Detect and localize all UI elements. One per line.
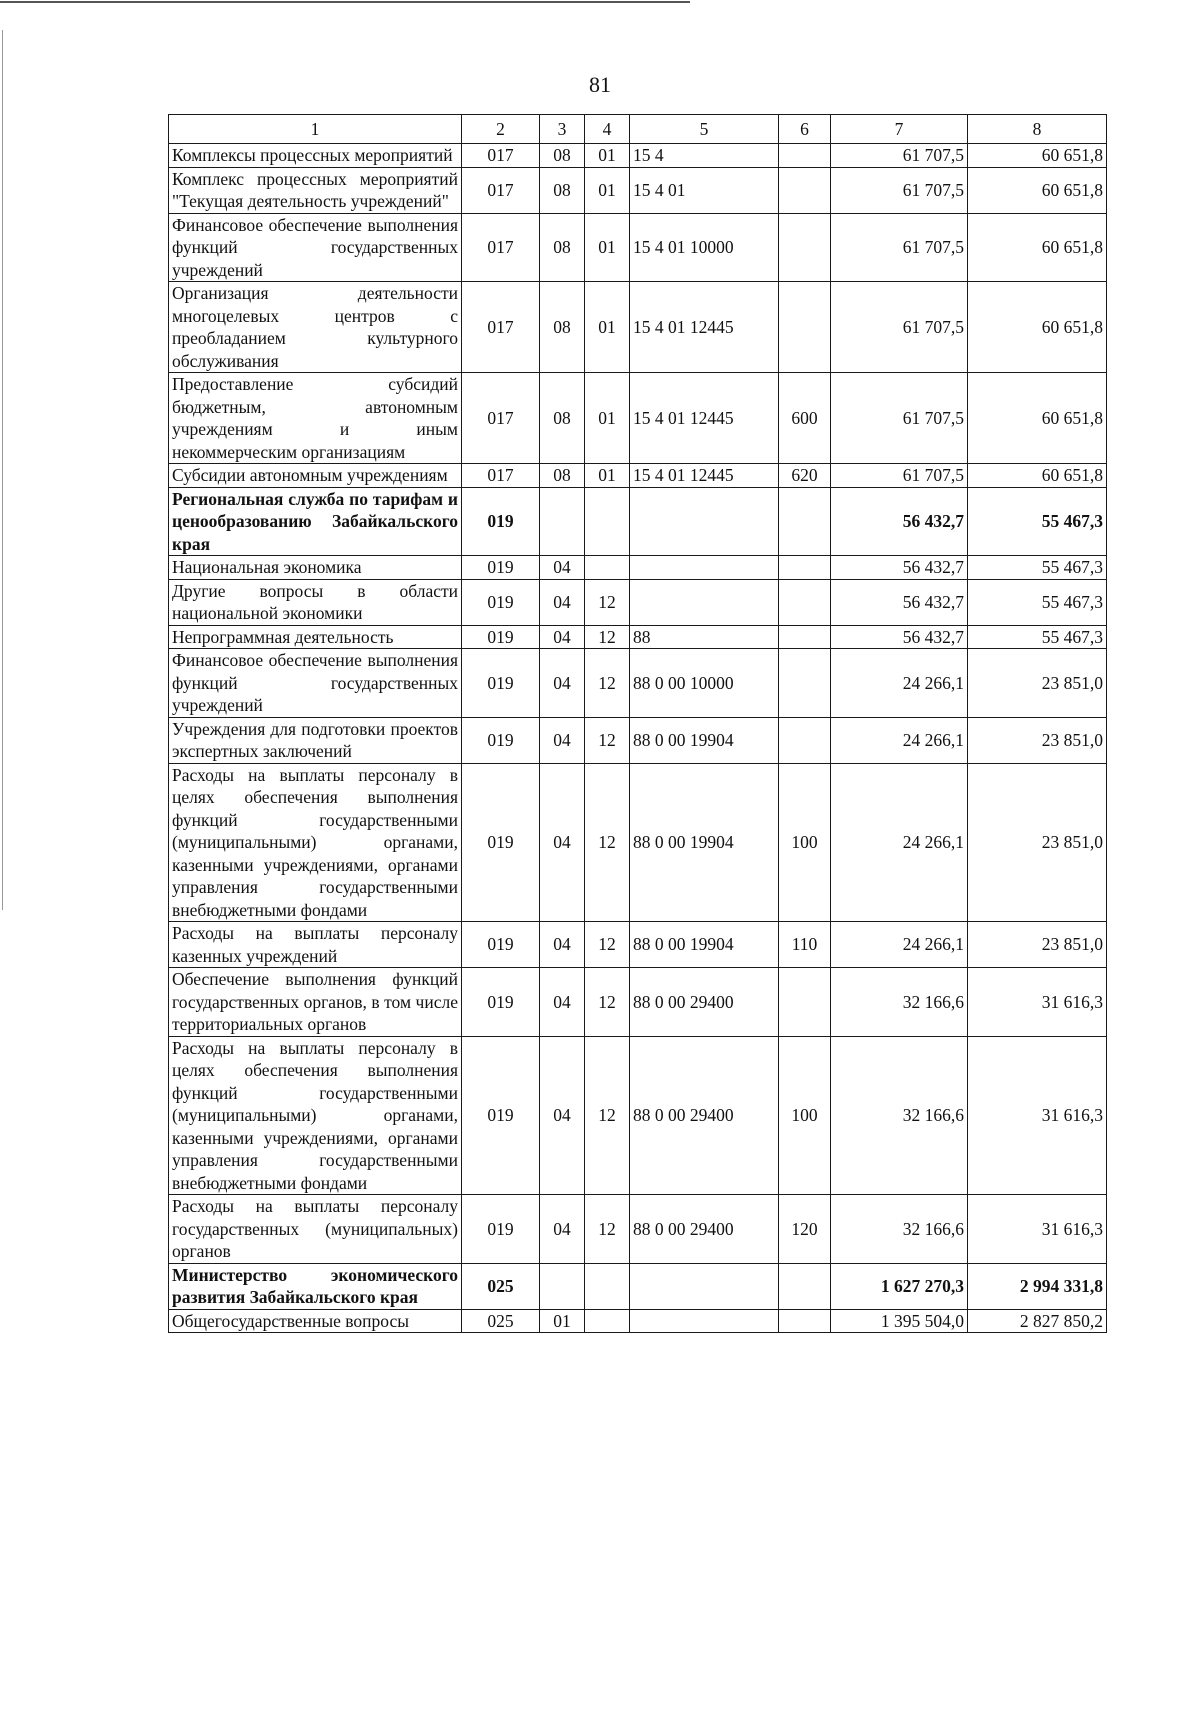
row-name-cell: Финансовое обеспечение выполнения функций государственных учреждений <box>169 213 462 282</box>
row-expense-type-cell <box>779 144 831 168</box>
row-amount-cell: 56 432,7 <box>831 487 968 556</box>
row-name-cell: Расходы на выплаты персоналу казенных учреждений <box>169 922 462 968</box>
row-target-article-cell: 88 0 00 29400 <box>630 1195 779 1264</box>
row-amount-cell: 24 266,1 <box>831 763 968 922</box>
row-expense-type-cell <box>779 487 831 556</box>
row-subsection-cell: 12 <box>585 922 630 968</box>
row-subsection-cell: 01 <box>585 213 630 282</box>
row-section-cell: 04 <box>540 579 585 625</box>
row-target-article-cell: 15 4 01 12445 <box>630 373 779 464</box>
row-section-cell: 04 <box>540 649 585 718</box>
row-name-cell: Учреждения для подготовки проектов экспертных заключений <box>169 717 462 763</box>
row-name-cell: Субсидии автономным учреждениям <box>169 464 462 488</box>
page-number: 81 <box>589 72 611 97</box>
table-row <box>169 167 1107 213</box>
row-amount-cell: 23 851,0 <box>968 922 1107 968</box>
table-row <box>169 1036 1107 1195</box>
row-code-cell: 019 <box>462 579 540 625</box>
row-amount-cell: 55 467,3 <box>968 579 1107 625</box>
row-target-article-cell: 15 4 01 12445 <box>630 282 779 373</box>
row-name-cell: Организация деятельности многоцелевых центров с преобладанием культурного обслуживания <box>169 282 462 373</box>
row-expense-type-cell: 100 <box>779 1036 831 1195</box>
row-section-cell: 08 <box>540 144 585 168</box>
row-amount-cell: 1 395 504,0 <box>831 1309 968 1333</box>
row-code-cell: 017 <box>462 213 540 282</box>
table-row <box>169 556 1107 580</box>
row-target-article-cell: 88 0 00 19904 <box>630 922 779 968</box>
row-amount-cell: 55 467,3 <box>968 487 1107 556</box>
row-code-cell: 019 <box>462 922 540 968</box>
table-row <box>169 1263 1107 1309</box>
row-target-article-cell <box>630 487 779 556</box>
row-subsection-cell: 12 <box>585 649 630 718</box>
row-expense-type-cell: 110 <box>779 922 831 968</box>
row-subsection-cell: 01 <box>585 144 630 168</box>
row-target-article-cell <box>630 1263 779 1309</box>
table-row <box>169 213 1107 282</box>
row-amount-cell: 31 616,3 <box>968 1195 1107 1264</box>
row-amount-cell: 24 266,1 <box>831 717 968 763</box>
row-target-article-cell <box>630 556 779 580</box>
row-expense-type-cell <box>779 282 831 373</box>
row-amount-cell: 60 651,8 <box>968 373 1107 464</box>
scan-artifact-line <box>0 1 690 3</box>
row-amount-cell: 60 651,8 <box>968 213 1107 282</box>
table-row <box>169 649 1107 718</box>
row-name-cell: Региональная служба по тарифам и ценообразованию Забайкальского края <box>169 487 462 556</box>
column-header: 4 <box>585 115 630 144</box>
row-name-cell: Министерство экономического развития Забайкальского края <box>169 1263 462 1309</box>
row-target-article-cell: 88 0 00 19904 <box>630 763 779 922</box>
row-code-cell: 025 <box>462 1309 540 1333</box>
row-code-cell: 019 <box>462 625 540 649</box>
row-name-cell: Национальная экономика <box>169 556 462 580</box>
row-expense-type-cell <box>779 968 831 1037</box>
row-section-cell: 04 <box>540 968 585 1037</box>
row-expense-type-cell <box>779 1309 831 1333</box>
row-amount-cell: 60 651,8 <box>968 464 1107 488</box>
row-subsection-cell: 12 <box>585 579 630 625</box>
row-amount-cell: 61 707,5 <box>831 464 968 488</box>
row-amount-cell: 56 432,7 <box>831 556 968 580</box>
row-section-cell: 04 <box>540 763 585 922</box>
row-code-cell: 017 <box>462 167 540 213</box>
table-header-row <box>169 115 1107 144</box>
row-amount-cell: 61 707,5 <box>831 213 968 282</box>
budget-table <box>168 114 1107 1333</box>
table-row <box>169 922 1107 968</box>
table-row <box>169 282 1107 373</box>
row-code-cell: 019 <box>462 649 540 718</box>
table-row <box>169 144 1107 168</box>
scan-artifact-edge <box>2 30 3 910</box>
row-subsection-cell: 12 <box>585 625 630 649</box>
column-header: 3 <box>540 115 585 144</box>
row-amount-cell: 61 707,5 <box>831 144 968 168</box>
row-name-cell: Непрограммная деятельность <box>169 625 462 649</box>
row-amount-cell: 32 166,6 <box>831 968 968 1037</box>
row-expense-type-cell <box>779 167 831 213</box>
column-header: 1 <box>169 115 462 144</box>
row-amount-cell: 61 707,5 <box>831 282 968 373</box>
table-row <box>169 579 1107 625</box>
row-expense-type-cell: 100 <box>779 763 831 922</box>
row-target-article-cell: 15 4 <box>630 144 779 168</box>
row-amount-cell: 24 266,1 <box>831 922 968 968</box>
row-section-cell <box>540 487 585 556</box>
row-subsection-cell <box>585 1309 630 1333</box>
column-header: 7 <box>831 115 968 144</box>
row-subsection-cell: 01 <box>585 282 630 373</box>
row-subsection-cell: 01 <box>585 373 630 464</box>
table-row <box>169 717 1107 763</box>
row-subsection-cell: 12 <box>585 1195 630 1264</box>
table-row <box>169 464 1107 488</box>
row-amount-cell: 56 432,7 <box>831 625 968 649</box>
row-expense-type-cell <box>779 625 831 649</box>
row-amount-cell: 23 851,0 <box>968 763 1107 922</box>
row-amount-cell: 1 627 270,3 <box>831 1263 968 1309</box>
row-section-cell: 08 <box>540 213 585 282</box>
row-subsection-cell: 12 <box>585 763 630 922</box>
row-amount-cell: 61 707,5 <box>831 373 968 464</box>
row-amount-cell: 31 616,3 <box>968 1036 1107 1195</box>
row-target-article-cell: 88 0 00 19904 <box>630 717 779 763</box>
row-amount-cell: 23 851,0 <box>968 649 1107 718</box>
row-name-cell: Другие вопросы в области национальной экономики <box>169 579 462 625</box>
row-code-cell: 019 <box>462 1195 540 1264</box>
row-subsection-cell <box>585 556 630 580</box>
row-amount-cell: 61 707,5 <box>831 167 968 213</box>
column-header: 5 <box>630 115 779 144</box>
row-section-cell: 04 <box>540 625 585 649</box>
row-expense-type-cell: 600 <box>779 373 831 464</box>
table-row <box>169 373 1107 464</box>
row-amount-cell: 24 266,1 <box>831 649 968 718</box>
row-subsection-cell: 01 <box>585 167 630 213</box>
table-row <box>169 1309 1107 1333</box>
row-section-cell <box>540 1263 585 1309</box>
row-subsection-cell <box>585 487 630 556</box>
row-section-cell: 04 <box>540 556 585 580</box>
row-amount-cell: 60 651,8 <box>968 167 1107 213</box>
row-amount-cell: 2 827 850,2 <box>968 1309 1107 1333</box>
row-code-cell: 017 <box>462 282 540 373</box>
column-header: 6 <box>779 115 831 144</box>
row-section-cell: 08 <box>540 282 585 373</box>
row-amount-cell: 55 467,3 <box>968 625 1107 649</box>
row-target-article-cell: 15 4 01 12445 <box>630 464 779 488</box>
row-name-cell: Расходы на выплаты персоналу государственных (муниципальных) органов <box>169 1195 462 1264</box>
table-row <box>169 968 1107 1037</box>
row-code-cell: 025 <box>462 1263 540 1309</box>
row-name-cell: Предоставление субсидий бюджетным, автономным учреждениям и иным некоммерческим организациям <box>169 373 462 464</box>
row-section-cell: 04 <box>540 922 585 968</box>
row-expense-type-cell <box>779 649 831 718</box>
row-subsection-cell: 12 <box>585 717 630 763</box>
row-code-cell: 019 <box>462 763 540 922</box>
row-code-cell: 017 <box>462 144 540 168</box>
row-expense-type-cell <box>779 213 831 282</box>
row-name-cell: Финансовое обеспечение выполнения функций государственных учреждений <box>169 649 462 718</box>
row-target-article-cell: 15 4 01 10000 <box>630 213 779 282</box>
table-row <box>169 1195 1107 1264</box>
row-subsection-cell: 01 <box>585 464 630 488</box>
row-amount-cell: 31 616,3 <box>968 968 1107 1037</box>
row-name-cell: Комплексы процессных мероприятий <box>169 144 462 168</box>
table-row <box>169 763 1107 922</box>
row-name-cell: Расходы на выплаты персоналу в целях обеспечения выполнения функций государственными (муниципальными) органами, казенными учреждениями, органами управления государственными внебюджетными фондами <box>169 763 462 922</box>
row-section-cell: 04 <box>540 1036 585 1195</box>
row-name-cell: Обеспечение выполнения функций государственных органов, в том числе территориальных органов <box>169 968 462 1037</box>
table-row <box>169 487 1107 556</box>
row-code-cell: 019 <box>462 487 540 556</box>
row-code-cell: 019 <box>462 717 540 763</box>
row-expense-type-cell <box>779 579 831 625</box>
table-body <box>169 144 1107 1333</box>
row-amount-cell: 2 994 331,8 <box>968 1263 1107 1309</box>
row-section-cell: 04 <box>540 1195 585 1264</box>
row-target-article-cell: 88 0 00 29400 <box>630 968 779 1037</box>
row-amount-cell: 32 166,6 <box>831 1195 968 1264</box>
row-section-cell: 08 <box>540 373 585 464</box>
row-code-cell: 019 <box>462 556 540 580</box>
row-name-cell: Общегосударственные вопросы <box>169 1309 462 1333</box>
row-section-cell: 04 <box>540 717 585 763</box>
row-section-cell: 08 <box>540 167 585 213</box>
table-row <box>169 625 1107 649</box>
row-section-cell: 08 <box>540 464 585 488</box>
row-target-article-cell <box>630 579 779 625</box>
row-code-cell: 017 <box>462 464 540 488</box>
row-subsection-cell: 12 <box>585 1036 630 1195</box>
row-target-article-cell: 88 <box>630 625 779 649</box>
row-code-cell: 019 <box>462 1036 540 1195</box>
row-subsection-cell <box>585 1263 630 1309</box>
column-header: 8 <box>968 115 1107 144</box>
row-expense-type-cell <box>779 556 831 580</box>
row-target-article-cell: 88 0 00 29400 <box>630 1036 779 1195</box>
row-target-article-cell: 88 0 00 10000 <box>630 649 779 718</box>
row-expense-type-cell <box>779 717 831 763</box>
row-expense-type-cell: 120 <box>779 1195 831 1264</box>
row-section-cell: 01 <box>540 1309 585 1333</box>
row-amount-cell: 56 432,7 <box>831 579 968 625</box>
row-name-cell: Комплекс процессных мероприятий "Текущая деятельность учреждений" <box>169 167 462 213</box>
row-subsection-cell: 12 <box>585 968 630 1037</box>
row-amount-cell: 60 651,8 <box>968 282 1107 373</box>
row-code-cell: 019 <box>462 968 540 1037</box>
row-amount-cell: 60 651,8 <box>968 144 1107 168</box>
row-amount-cell: 55 467,3 <box>968 556 1107 580</box>
row-target-article-cell: 15 4 01 <box>630 167 779 213</box>
row-code-cell: 017 <box>462 373 540 464</box>
row-amount-cell: 32 166,6 <box>831 1036 968 1195</box>
row-amount-cell: 23 851,0 <box>968 717 1107 763</box>
row-expense-type-cell: 620 <box>779 464 831 488</box>
row-expense-type-cell <box>779 1263 831 1309</box>
row-name-cell: Расходы на выплаты персоналу в целях обеспечения выполнения функций государственными (муниципальными) органами, казенными учреждениями, органами управления государственными внебюджетными фондами <box>169 1036 462 1195</box>
column-header: 2 <box>462 115 540 144</box>
row-target-article-cell <box>630 1309 779 1333</box>
